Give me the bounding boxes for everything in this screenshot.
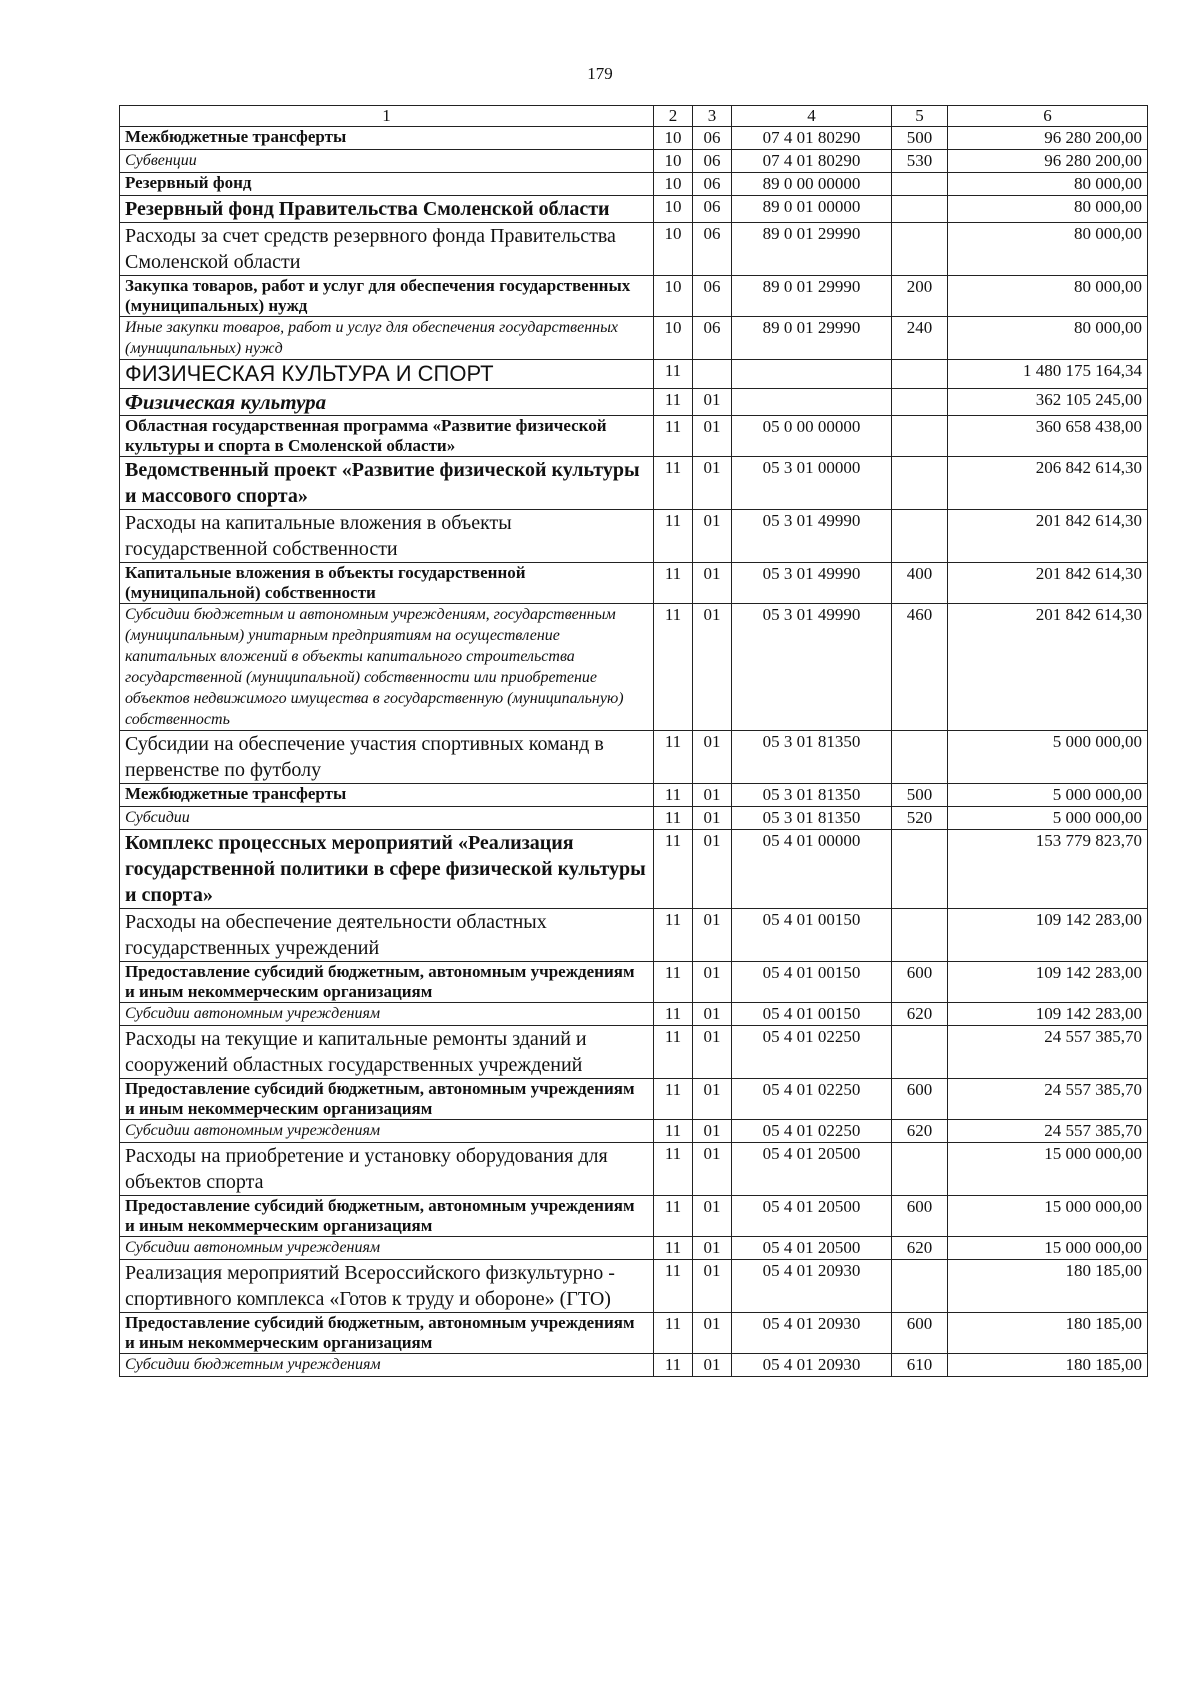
section-code: 10 bbox=[654, 127, 693, 150]
expense-type-code bbox=[892, 830, 948, 909]
section-code: 11 bbox=[654, 1196, 693, 1237]
target-article-code: 05 3 01 81350 bbox=[732, 784, 892, 807]
row-name: Расходы на приобретение и установку оборудования для объектов спорта bbox=[120, 1143, 654, 1196]
amount: 180 185,00 bbox=[948, 1313, 1148, 1354]
amount: 180 185,00 bbox=[948, 1260, 1148, 1313]
target-article-code: 89 0 01 29990 bbox=[732, 317, 892, 360]
subsection-code: 01 bbox=[693, 1120, 732, 1143]
subsection-code: 01 bbox=[693, 1354, 732, 1377]
amount: 80 000,00 bbox=[948, 276, 1148, 317]
subsection-code: 01 bbox=[693, 416, 732, 457]
expense-type-code bbox=[892, 360, 948, 389]
header-cell: 2 bbox=[654, 106, 693, 127]
row-name: Межбюджетные трансферты bbox=[120, 127, 654, 150]
expense-type-code: 620 bbox=[892, 1237, 948, 1260]
row-name: Предоставление субсидий бюджетным, автономным учреждениям и иным некоммерческим организациям bbox=[120, 962, 654, 1003]
row-name: Расходы на текущие и капитальные ремонты зданий и сооружений областных государственных учреждений bbox=[120, 1026, 654, 1079]
row-name: Резервный фонд bbox=[120, 173, 654, 196]
amount: 1 480 175 164,34 bbox=[948, 360, 1148, 389]
expense-type-code: 620 bbox=[892, 1003, 948, 1026]
amount: 96 280 200,00 bbox=[948, 127, 1148, 150]
section-code: 11 bbox=[654, 784, 693, 807]
section-code: 10 bbox=[654, 196, 693, 223]
expense-type-code: 500 bbox=[892, 784, 948, 807]
expense-type-code bbox=[892, 510, 948, 563]
target-article-code bbox=[732, 360, 892, 389]
target-article-code: 05 4 01 20500 bbox=[732, 1143, 892, 1196]
expense-type-code: 240 bbox=[892, 317, 948, 360]
section-code: 11 bbox=[654, 1354, 693, 1377]
page-number: 179 bbox=[587, 64, 613, 83]
target-article-code: 05 3 01 81350 bbox=[732, 731, 892, 784]
subsection-code: 01 bbox=[693, 604, 732, 731]
section-code: 10 bbox=[654, 276, 693, 317]
expense-type-code: 600 bbox=[892, 1313, 948, 1354]
target-article-code: 05 4 01 00150 bbox=[732, 1003, 892, 1026]
subsection-code: 01 bbox=[693, 1026, 732, 1079]
subsection-code: 01 bbox=[693, 1079, 732, 1120]
row-name: Расходы на капитальные вложения в объекты государственной собственности bbox=[120, 510, 654, 563]
expense-type-code bbox=[892, 173, 948, 196]
row-name: Предоставление субсидий бюджетным, автономным учреждениям и иным некоммерческим организациям bbox=[120, 1313, 654, 1354]
amount: 201 842 614,30 bbox=[948, 604, 1148, 731]
amount: 360 658 438,00 bbox=[948, 416, 1148, 457]
amount: 24 557 385,70 bbox=[948, 1120, 1148, 1143]
target-article-code: 05 4 01 02250 bbox=[732, 1079, 892, 1120]
expense-type-code bbox=[892, 1260, 948, 1313]
expense-type-code bbox=[892, 223, 948, 276]
table-row bbox=[120, 1260, 1148, 1313]
header-cell: 1 bbox=[120, 106, 654, 127]
table-row bbox=[120, 909, 1148, 962]
subsection-code: 01 bbox=[693, 830, 732, 909]
target-article-code: 07 4 01 80290 bbox=[732, 127, 892, 150]
section-code: 11 bbox=[654, 1143, 693, 1196]
section-code: 11 bbox=[654, 416, 693, 457]
expense-type-code: 600 bbox=[892, 1196, 948, 1237]
section-code: 11 bbox=[654, 604, 693, 731]
row-name: Расходы за счет средств резервного фонда Правительства Смоленской области bbox=[120, 223, 654, 276]
amount: 5 000 000,00 bbox=[948, 731, 1148, 784]
target-article-code: 05 3 01 49990 bbox=[732, 563, 892, 604]
expense-type-code: 530 bbox=[892, 150, 948, 173]
amount: 80 000,00 bbox=[948, 317, 1148, 360]
target-article-code: 05 4 01 20500 bbox=[732, 1237, 892, 1260]
amount: 15 000 000,00 bbox=[948, 1196, 1148, 1237]
subsection-code: 06 bbox=[693, 150, 732, 173]
row-name: Ведомственный проект «Развитие физической культуры и массового спорта» bbox=[120, 457, 654, 510]
subsection-code: 01 bbox=[693, 1260, 732, 1313]
section-code: 10 bbox=[654, 223, 693, 276]
table-row bbox=[120, 1003, 1148, 1026]
target-article-code: 05 4 01 00150 bbox=[732, 909, 892, 962]
table-row bbox=[120, 1237, 1148, 1260]
row-name: Субсидии автономным учреждениям bbox=[120, 1003, 654, 1026]
table-row bbox=[120, 784, 1148, 807]
section-code: 11 bbox=[654, 1313, 693, 1354]
table-row bbox=[120, 1079, 1148, 1120]
table-row bbox=[120, 276, 1148, 317]
table-row bbox=[120, 510, 1148, 563]
table-row bbox=[120, 317, 1148, 360]
subsection-code: 06 bbox=[693, 196, 732, 223]
section-code: 11 bbox=[654, 830, 693, 909]
table-row bbox=[120, 1143, 1148, 1196]
table-row bbox=[120, 223, 1148, 276]
amount: 80 000,00 bbox=[948, 173, 1148, 196]
amount: 180 185,00 bbox=[948, 1354, 1148, 1377]
subsection-code: 01 bbox=[693, 962, 732, 1003]
target-article-code: 05 3 01 81350 bbox=[732, 807, 892, 830]
subsection-code: 06 bbox=[693, 223, 732, 276]
subsection-code: 01 bbox=[693, 1143, 732, 1196]
table-row bbox=[120, 1313, 1148, 1354]
row-name: Капитальные вложения в объекты государственной (муниципальной) собственности bbox=[120, 563, 654, 604]
table-row bbox=[120, 1120, 1148, 1143]
subsection-code: 01 bbox=[693, 457, 732, 510]
amount: 80 000,00 bbox=[948, 223, 1148, 276]
amount: 109 142 283,00 bbox=[948, 962, 1148, 1003]
row-name: Субсидии на обеспечение участия спортивных команд в первенстве по футболу bbox=[120, 731, 654, 784]
table-row bbox=[120, 731, 1148, 784]
section-code: 11 bbox=[654, 807, 693, 830]
row-name: Субсидии bbox=[120, 807, 654, 830]
expense-type-code: 500 bbox=[892, 127, 948, 150]
subsection-code: 01 bbox=[693, 1313, 732, 1354]
target-article-code: 05 3 01 49990 bbox=[732, 604, 892, 731]
row-name: Резервный фонд Правительства Смоленской области bbox=[120, 196, 654, 223]
subsection-code: 01 bbox=[693, 1196, 732, 1237]
header-cell: 3 bbox=[693, 106, 732, 127]
table-row bbox=[120, 830, 1148, 909]
section-code: 11 bbox=[654, 731, 693, 784]
section-code: 11 bbox=[654, 360, 693, 389]
amount: 153 779 823,70 bbox=[948, 830, 1148, 909]
section-code: 11 bbox=[654, 563, 693, 604]
row-name: Субсидии бюджетным учреждениям bbox=[120, 1354, 654, 1377]
expense-type-code: 520 bbox=[892, 807, 948, 830]
row-name: ФИЗИЧЕСКАЯ КУЛЬТУРА И СПОРТ bbox=[120, 360, 654, 389]
target-article-code: 05 4 01 20930 bbox=[732, 1260, 892, 1313]
header-row bbox=[120, 106, 1148, 127]
target-article-code: 05 4 01 20500 bbox=[732, 1196, 892, 1237]
table-row bbox=[120, 150, 1148, 173]
subsection-code: 01 bbox=[693, 731, 732, 784]
subsection-code: 06 bbox=[693, 173, 732, 196]
row-name: Комплекс процессных мероприятий «Реализация государственной политики в сфере физической культуры и спорта» bbox=[120, 830, 654, 909]
expense-type-code: 600 bbox=[892, 1079, 948, 1120]
target-article-code: 05 4 01 20930 bbox=[732, 1354, 892, 1377]
expense-type-code: 600 bbox=[892, 962, 948, 1003]
section-code: 11 bbox=[654, 510, 693, 563]
subsection-code: 01 bbox=[693, 563, 732, 604]
row-name: Физическая культура bbox=[120, 389, 654, 416]
expense-type-code bbox=[892, 416, 948, 457]
target-article-code: 89 0 01 29990 bbox=[732, 276, 892, 317]
table-row bbox=[120, 604, 1148, 731]
amount: 15 000 000,00 bbox=[948, 1237, 1148, 1260]
section-code: 11 bbox=[654, 909, 693, 962]
table-row bbox=[120, 416, 1148, 457]
row-name: Предоставление субсидий бюджетным, автономным учреждениям и иным некоммерческим организациям bbox=[120, 1079, 654, 1120]
expense-type-code bbox=[892, 1143, 948, 1196]
section-code: 11 bbox=[654, 1026, 693, 1079]
row-name: Расходы на обеспечение деятельности областных государственных учреждений bbox=[120, 909, 654, 962]
section-code: 11 bbox=[654, 389, 693, 416]
header-cell: 4 bbox=[732, 106, 892, 127]
table-row bbox=[120, 1354, 1148, 1377]
target-article-code: 05 4 01 00000 bbox=[732, 830, 892, 909]
target-article-code: 05 0 00 00000 bbox=[732, 416, 892, 457]
table-row bbox=[120, 360, 1148, 389]
table-row bbox=[120, 389, 1148, 416]
subsection-code: 06 bbox=[693, 317, 732, 360]
row-name: Субсидии автономным учреждениям bbox=[120, 1120, 654, 1143]
table-row bbox=[120, 807, 1148, 830]
section-code: 11 bbox=[654, 1003, 693, 1026]
row-name: Субсидии автономным учреждениям bbox=[120, 1237, 654, 1260]
section-code: 11 bbox=[654, 1120, 693, 1143]
amount: 109 142 283,00 bbox=[948, 1003, 1148, 1026]
expense-type-code: 620 bbox=[892, 1120, 948, 1143]
subsection-code: 01 bbox=[693, 784, 732, 807]
expense-type-code bbox=[892, 389, 948, 416]
target-article-code: 05 3 01 49990 bbox=[732, 510, 892, 563]
target-article-code: 89 0 00 00000 bbox=[732, 173, 892, 196]
target-article-code bbox=[732, 389, 892, 416]
table-row bbox=[120, 457, 1148, 510]
row-name: Иные закупки товаров, работ и услуг для обеспечения государственных (муниципальных) нужд bbox=[120, 317, 654, 360]
section-code: 10 bbox=[654, 173, 693, 196]
amount: 109 142 283,00 bbox=[948, 909, 1148, 962]
amount: 206 842 614,30 bbox=[948, 457, 1148, 510]
row-name: Межбюджетные трансферты bbox=[120, 784, 654, 807]
amount: 5 000 000,00 bbox=[948, 784, 1148, 807]
row-name: Реализация мероприятий Всероссийского физкультурно - спортивного комплекса «Готов к труду и обороне» (ГТО) bbox=[120, 1260, 654, 1313]
table-row bbox=[120, 563, 1148, 604]
row-name: Закупка товаров, работ и услуг для обеспечения государственных (муниципальных) нужд bbox=[120, 276, 654, 317]
table-row bbox=[120, 196, 1148, 223]
target-article-code: 05 3 01 00000 bbox=[732, 457, 892, 510]
target-article-code: 05 4 01 02250 bbox=[732, 1026, 892, 1079]
subsection-code: 01 bbox=[693, 909, 732, 962]
table-row bbox=[120, 127, 1148, 150]
amount: 15 000 000,00 bbox=[948, 1143, 1148, 1196]
amount: 201 842 614,30 bbox=[948, 510, 1148, 563]
amount: 201 842 614,30 bbox=[948, 563, 1148, 604]
subsection-code bbox=[693, 360, 732, 389]
amount: 80 000,00 bbox=[948, 196, 1148, 223]
budget-table bbox=[119, 105, 1148, 1377]
subsection-code: 01 bbox=[693, 1003, 732, 1026]
section-code: 11 bbox=[654, 1079, 693, 1120]
table-row bbox=[120, 173, 1148, 196]
amount: 24 557 385,70 bbox=[948, 1079, 1148, 1120]
header-cell: 5 bbox=[892, 106, 948, 127]
expense-type-code: 200 bbox=[892, 276, 948, 317]
subsection-code: 06 bbox=[693, 276, 732, 317]
table-row bbox=[120, 962, 1148, 1003]
expense-type-code bbox=[892, 457, 948, 510]
target-article-code: 89 0 01 29990 bbox=[732, 223, 892, 276]
row-name: Субсидии бюджетным и автономным учреждениям, государственным (муниципальным) унитарным предприятиям на осуществление капитальных вложений в объекты капитального строительства государственной (муниципальной) собственности или приобретение объектов недвижимого имущества в государственную (муниципальную) собственность bbox=[120, 604, 654, 731]
amount: 96 280 200,00 bbox=[948, 150, 1148, 173]
target-article-code: 05 4 01 02250 bbox=[732, 1120, 892, 1143]
expense-type-code bbox=[892, 731, 948, 784]
section-code: 10 bbox=[654, 317, 693, 360]
subsection-code: 01 bbox=[693, 807, 732, 830]
target-article-code: 89 0 01 00000 bbox=[732, 196, 892, 223]
subsection-code: 01 bbox=[693, 1237, 732, 1260]
expense-type-code bbox=[892, 909, 948, 962]
table-row bbox=[120, 1196, 1148, 1237]
expense-type-code bbox=[892, 1026, 948, 1079]
subsection-code: 01 bbox=[693, 389, 732, 416]
target-article-code: 05 4 01 20930 bbox=[732, 1313, 892, 1354]
section-code: 11 bbox=[654, 1237, 693, 1260]
row-name: Областная государственная программа «Развитие физической культуры и спорта в Смоленской области» bbox=[120, 416, 654, 457]
section-code: 11 bbox=[654, 1260, 693, 1313]
section-code: 11 bbox=[654, 962, 693, 1003]
table-row bbox=[120, 1026, 1148, 1079]
amount: 5 000 000,00 bbox=[948, 807, 1148, 830]
expense-type-code: 610 bbox=[892, 1354, 948, 1377]
section-code: 10 bbox=[654, 150, 693, 173]
target-article-code: 05 4 01 00150 bbox=[732, 962, 892, 1003]
section-code: 11 bbox=[654, 457, 693, 510]
subsection-code: 01 bbox=[693, 510, 732, 563]
row-name: Субвенции bbox=[120, 150, 654, 173]
amount: 362 105 245,00 bbox=[948, 389, 1148, 416]
expense-type-code: 400 bbox=[892, 563, 948, 604]
row-name: Предоставление субсидий бюджетным, автономным учреждениям и иным некоммерческим организациям bbox=[120, 1196, 654, 1237]
header-cell: 6 bbox=[948, 106, 1148, 127]
amount: 24 557 385,70 bbox=[948, 1026, 1148, 1079]
expense-type-code bbox=[892, 196, 948, 223]
subsection-code: 06 bbox=[693, 127, 732, 150]
target-article-code: 07 4 01 80290 bbox=[732, 150, 892, 173]
expense-type-code: 460 bbox=[892, 604, 948, 731]
